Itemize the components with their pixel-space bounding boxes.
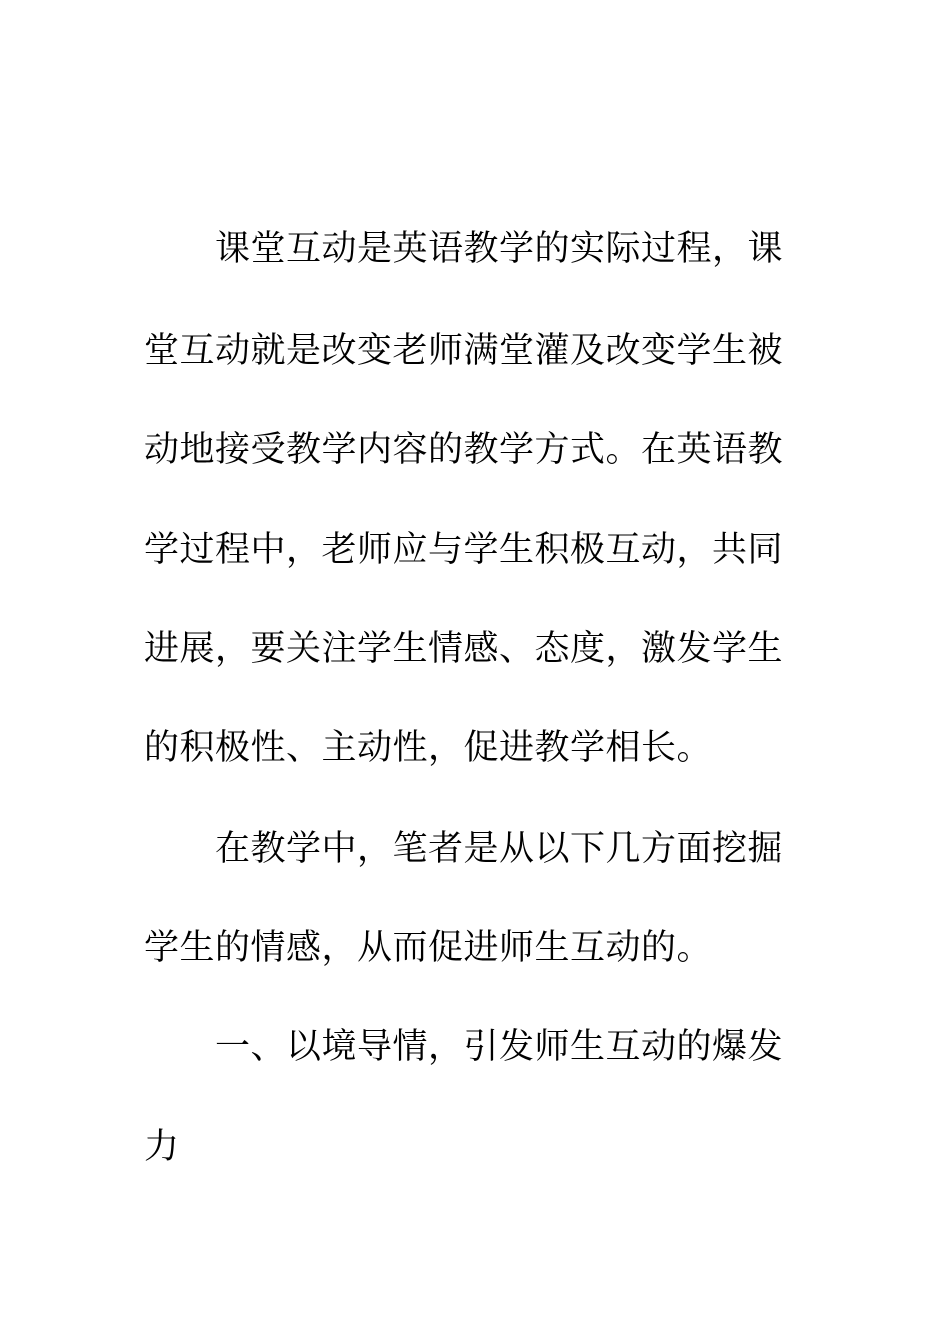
paragraph-1-line-2: 堂互动就是改变老师满堂灌及改变学生被 [144,331,784,371]
paragraph-1-line-5: 进展，要关注学生情感、态度，激发学生 [144,629,784,669]
paragraph-2-line-1: 在教学中，笔者是从以下几方面挖掘 [215,829,784,869]
paragraph-2-line-2: 学生的情感，从而促进师生互动的。 [144,928,713,968]
paragraph-1-line-6: 的积极性、主动性，促进教学相长。 [144,728,713,768]
section-heading-line-1: 一、以境导情，引发师生互动的爆发 [215,1027,784,1067]
paragraph-1-line-3: 动地接受教学内容的教学方式。在英语教 [144,430,784,470]
paragraph-1-line-4: 学过程中，老师应与学生积极互动，共同 [144,530,784,570]
section-heading-line-2: 力 [144,1127,180,1167]
paragraph-1-line-1: 课堂互动是英语教学的实际过程，课 [215,229,784,269]
